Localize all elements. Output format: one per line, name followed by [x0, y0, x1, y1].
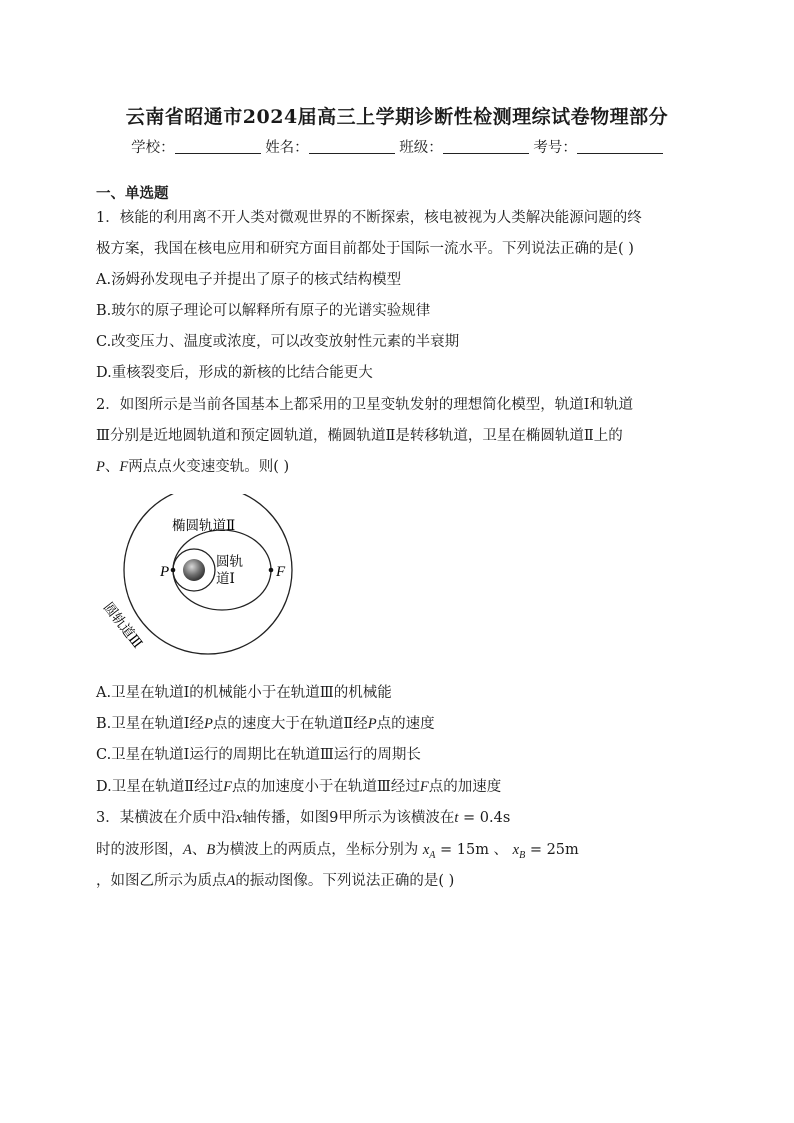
outer-orbit-label: 圆轨道Ⅲ — [99, 599, 146, 652]
q1-option-b[interactable]: B.玻尔的原子理论可以解释所有原子的光谱实验规律 — [96, 303, 431, 319]
q3-l3-point-a: A — [226, 873, 236, 889]
q3-xa-var: x — [422, 842, 430, 858]
q2-stem-line3 — [96, 455, 289, 476]
q2-stem-line2: Ⅲ分别是近地圆轨道和预定圆轨道，椭圆轨道Ⅱ是转移轨道，卫星在椭圆轨道Ⅱ上的 — [96, 428, 623, 444]
q1-option-a[interactable]: A.汤姆孙发现电子并提出了原子的核式结构模型 — [96, 272, 402, 288]
school-blank[interactable] — [175, 139, 261, 154]
point-p-ref: P — [96, 459, 105, 475]
class-label: 班级： — [399, 140, 443, 156]
separator: 、 — [104, 459, 120, 475]
student-info-row — [0, 136, 794, 157]
q2-d-text-2: 点的加速度小于在轨道Ⅲ经过 — [231, 779, 420, 795]
section-heading: 一、单选题 — [96, 185, 169, 202]
q3-point-a: A — [183, 842, 192, 858]
q3-time-var: t — [454, 810, 459, 826]
q3-xa-value: = 15m — [435, 842, 489, 858]
point-f-dot — [269, 568, 274, 573]
q2-option-d[interactable] — [96, 775, 501, 796]
q3-stem-line3 — [96, 869, 454, 890]
q3-l2-text-a: 时的波形图， — [96, 842, 183, 858]
point-f-label: F — [276, 564, 286, 580]
orbit-figure — [96, 494, 306, 664]
q2-d-point-f2: F — [419, 779, 429, 795]
q3-l2-text-c: 为横波上的两质点，坐标分别为 — [215, 842, 423, 858]
page-title: 云南省昭通市2024届高三上学期诊断性检测理综试卷物理部分 — [125, 106, 669, 128]
point-p-dot — [171, 568, 176, 573]
q3-xa-sub: A — [429, 849, 436, 861]
q3-l3-text-a: ，如图乙所示为质点 — [96, 873, 227, 889]
q2-option-b[interactable] — [96, 712, 435, 733]
exam-no-blank[interactable] — [577, 139, 663, 154]
q3-time-value: = 0.4s — [458, 810, 511, 826]
ellipse-orbit-label: 椭圆轨道Ⅱ — [172, 518, 236, 534]
school-label: 学校： — [131, 140, 175, 156]
q1-stem-line1: 1．核能的利用离不开人类对微观世界的不断探索，核电被视为人类解决能源问题的终 — [96, 210, 642, 226]
q3-stem-line2 — [96, 838, 579, 861]
point-f-ref: F — [119, 459, 129, 475]
q3-coord-sep: 、 — [488, 842, 513, 858]
point-p-label: P — [160, 564, 170, 580]
inner-orbit-label-1: 圆轨 — [216, 554, 243, 570]
name-blank[interactable] — [309, 139, 395, 154]
q3-xb-value: = 25m — [525, 842, 579, 858]
q2-b-point-p2: P — [367, 716, 377, 732]
name-label: 姓名： — [265, 140, 309, 156]
q2-d-text-3: 点的加速度 — [428, 779, 502, 795]
q3-l1-text-a: 3．某横波在介质中沿 — [96, 810, 236, 826]
q1-option-d[interactable]: D.重核裂变后，形成的新核的比结合能更大 — [96, 365, 373, 381]
q3-point-b: B — [206, 842, 216, 858]
q3-xb-var: x — [512, 842, 520, 858]
q2-d-point-f1: F — [223, 779, 232, 795]
q3-l3-text-b: 的振动图像。下列说法正确的是( ) — [235, 873, 455, 889]
class-blank[interactable] — [443, 139, 529, 154]
q2-d-text-1: D.卫星在轨道Ⅱ经过 — [96, 779, 224, 795]
earth-icon — [183, 559, 205, 581]
q2-option-a[interactable]: A.卫星在轨道Ⅰ的机械能小于在轨道Ⅲ的机械能 — [96, 685, 392, 701]
q1-option-c[interactable]: C.改变压力、温度或浓度，可以改变放射性元素的半衰期 — [96, 334, 460, 350]
q2-stem-line1: 2．如图所示是当前各国基本上都采用的卫星变轨发射的理想简化模型，轨道Ⅰ和轨道 — [96, 397, 633, 413]
q3-l2-sep: 、 — [191, 842, 207, 858]
q2-b-point-p1: P — [204, 716, 213, 732]
q1-stem-line2: 极方案，我国在核电应用和研究方面目前都处于国际一流水平。下列说法正确的是( ) — [96, 241, 634, 257]
q2-b-text-2: 点的速度大于在轨道Ⅱ经 — [212, 716, 368, 732]
q3-l1-text-b: 轴传播，如图9甲所示为该横波在 — [242, 810, 455, 826]
q2-b-text-3: 点的速度 — [376, 716, 435, 732]
q3-stem-line1 — [96, 806, 510, 827]
q2-stem-tail: 两点点火变速变轨。则( ) — [128, 459, 290, 475]
q2-b-text-1: B.卫星在轨道Ⅰ经 — [96, 716, 204, 732]
q3-axis-x: x — [235, 810, 243, 826]
q3-xb-sub: B — [519, 849, 526, 861]
q2-option-c[interactable]: C.卫星在轨道Ⅰ运行的周期比在轨道Ⅲ运行的周期长 — [96, 747, 421, 763]
exam-no-label: 考号： — [533, 140, 577, 156]
inner-orbit-label-2: 道Ⅰ — [216, 571, 235, 587]
